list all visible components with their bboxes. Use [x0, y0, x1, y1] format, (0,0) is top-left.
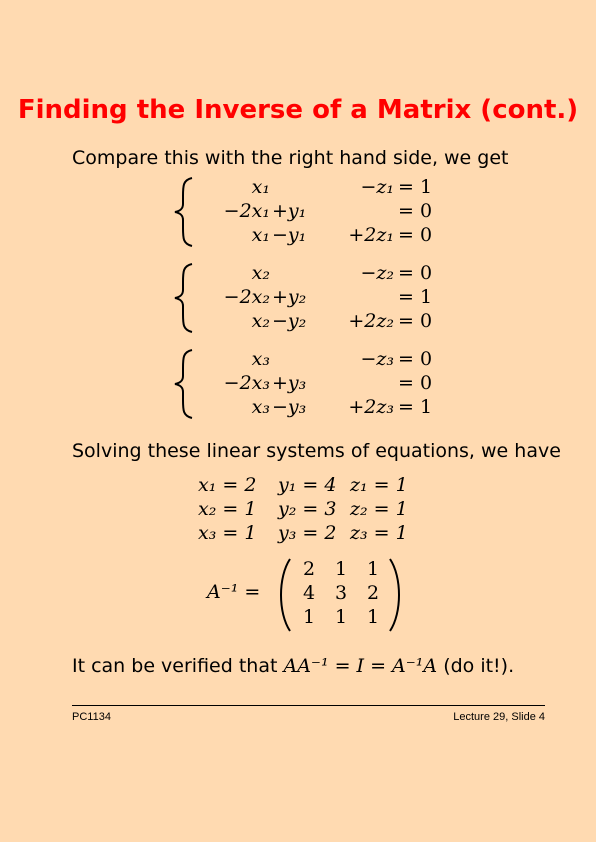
inverse-label: A⁻¹ =	[207, 581, 261, 603]
term-z: +2z₂	[348, 310, 394, 332]
matrix-cell: 1	[366, 606, 380, 628]
term-y: −y₃	[272, 396, 307, 418]
term-rhs: = 1	[398, 396, 433, 418]
equation-row	[202, 200, 442, 224]
term-x: x₁	[251, 176, 270, 198]
term-z: +2z₃	[348, 396, 394, 418]
solution-row	[198, 522, 438, 546]
matrix-cell: 1	[334, 558, 348, 580]
term-rhs: = 0	[398, 310, 433, 332]
left-brace-icon	[172, 262, 196, 334]
right-paren-icon	[387, 557, 405, 633]
term-y: −y₁	[272, 224, 307, 246]
solution-row	[198, 498, 438, 522]
term-x: x₂	[251, 310, 270, 332]
matrix-row	[297, 558, 387, 582]
term-y: −y₂	[272, 310, 307, 332]
solution-z: z₂ = 1	[350, 498, 408, 520]
equation-row	[202, 176, 442, 200]
solving-text: Solving these linear systems of equations, we have	[72, 440, 561, 462]
solution-x: x₂ = 1	[198, 498, 257, 520]
matrix-row	[297, 582, 387, 606]
term-x: x₂	[251, 262, 270, 284]
slide-title: Finding the Inverse of a Matrix (cont.)	[17, 95, 579, 125]
solution-x: x₁ = 2	[198, 474, 257, 496]
verify-math: AA⁻¹ = I = A⁻¹A	[283, 655, 438, 677]
equation-system-3	[172, 348, 442, 420]
matrix-cell: 1	[302, 606, 316, 628]
solution-row	[198, 474, 438, 498]
footer-divider	[72, 705, 545, 706]
term-z: −z₁	[360, 176, 394, 198]
equation-row	[202, 372, 442, 396]
term-rhs: = 0	[398, 262, 433, 284]
solution-y: y₂ = 3	[278, 498, 337, 520]
equation-row	[202, 286, 442, 310]
equation-system-2	[172, 262, 442, 334]
intro-text: Compare this with the right hand side, we get	[72, 147, 509, 169]
matrix-cell: 4	[302, 582, 316, 604]
term-y: +y₃	[272, 372, 307, 394]
solution-z: z₃ = 1	[350, 522, 408, 544]
term-x: x₃	[251, 348, 270, 370]
matrix-cell: 2	[366, 582, 380, 604]
term-rhs: = 0	[398, 224, 433, 246]
term-rhs: = 1	[398, 286, 433, 308]
left-brace-icon	[172, 176, 196, 248]
footer-slide-number: Lecture 29, Slide 4	[453, 711, 545, 723]
term-z: −z₂	[360, 262, 394, 284]
term-x: −2x₂	[223, 286, 270, 308]
term-x: x₃	[251, 396, 270, 418]
verify-prefix: It can be verified that	[72, 655, 284, 677]
term-z: −z₃	[360, 348, 394, 370]
term-x: −2x₃	[223, 372, 270, 394]
term-z: +2z₁	[348, 224, 394, 246]
term-rhs: = 1	[398, 176, 433, 198]
inverse-matrix-equation	[207, 557, 407, 633]
equation-system-1	[172, 176, 442, 248]
matrix-cell: 1	[366, 558, 380, 580]
term-y: +y₁	[272, 200, 307, 222]
solution-y: y₁ = 4	[278, 474, 337, 496]
equation-row	[202, 396, 442, 420]
solution-x: x₃ = 1	[198, 522, 257, 544]
equation-row	[202, 348, 442, 372]
term-y: +y₂	[272, 286, 307, 308]
solution-y: y₃ = 2	[278, 522, 337, 544]
matrix-cell: 1	[334, 606, 348, 628]
matrix-cell: 2	[302, 558, 316, 580]
left-paren-icon	[275, 557, 293, 633]
equation-row	[202, 224, 442, 248]
verify-suffix: (do it!).	[437, 655, 515, 677]
term-rhs: = 0	[398, 372, 433, 394]
solution-z: z₁ = 1	[350, 474, 408, 496]
matrix-cell: 3	[334, 582, 348, 604]
left-brace-icon	[172, 348, 196, 420]
equation-row	[202, 262, 442, 286]
term-rhs: = 0	[398, 200, 433, 222]
solution-block	[198, 474, 438, 546]
term-x: x₁	[251, 224, 270, 246]
equation-row	[202, 310, 442, 334]
matrix-row	[297, 606, 387, 630]
verify-text	[72, 655, 514, 677]
footer-course: PC1134	[72, 711, 111, 723]
term-x: −2x₁	[223, 200, 270, 222]
term-rhs: = 0	[398, 348, 433, 370]
